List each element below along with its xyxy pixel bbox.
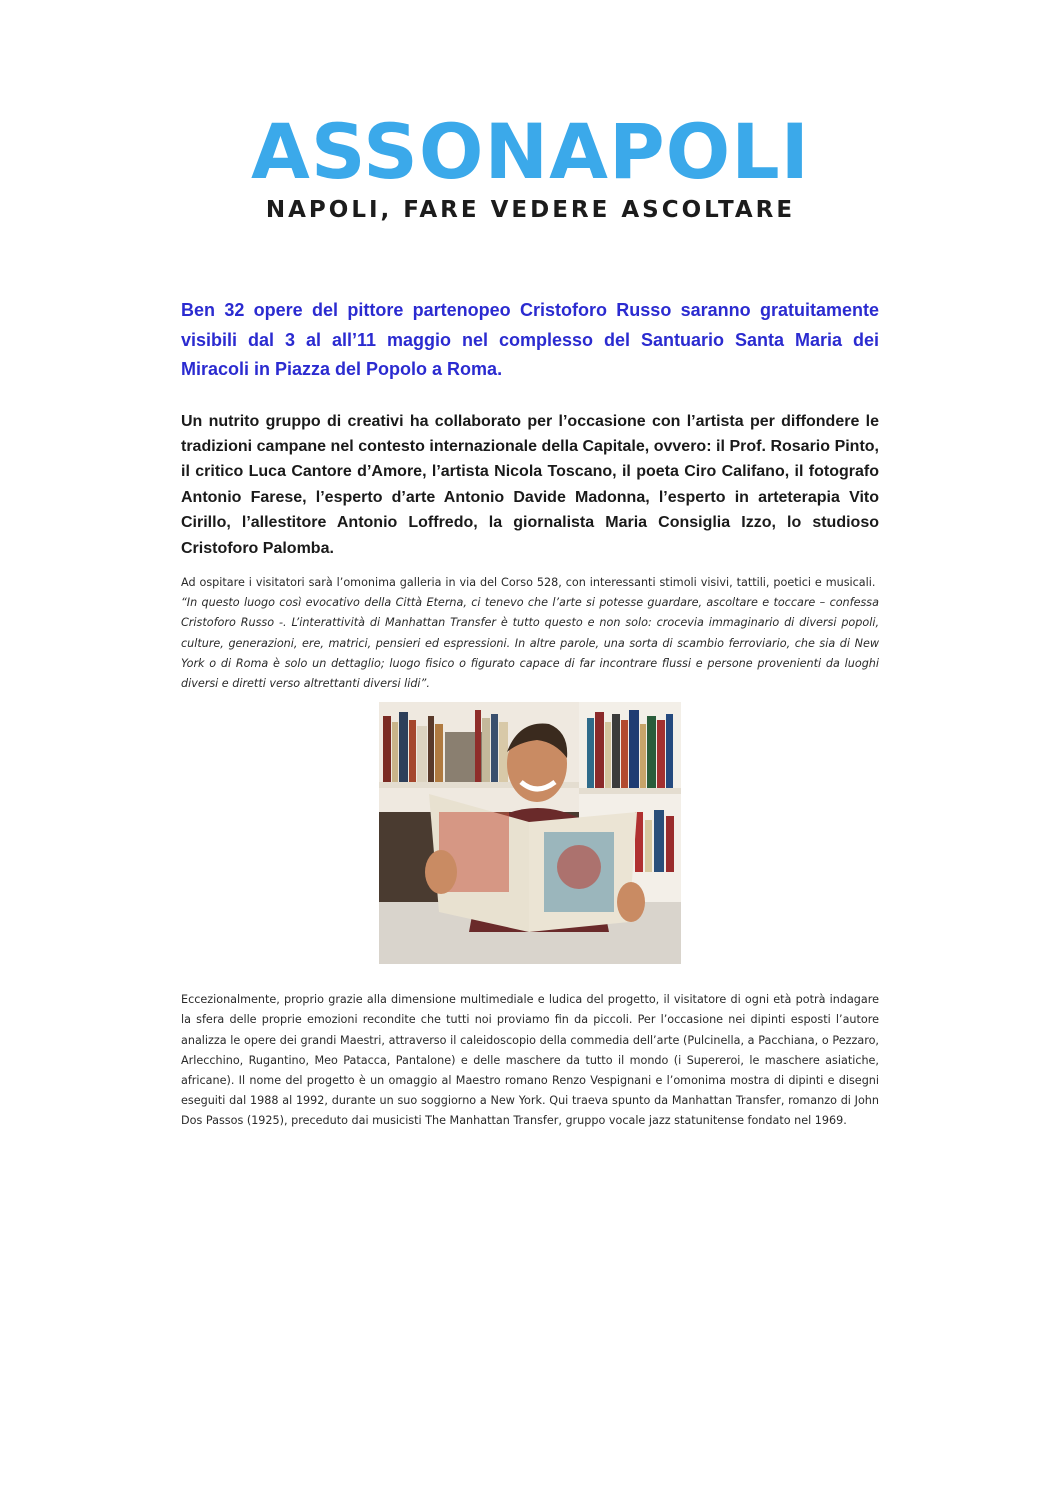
article-intro: Un nutrito gruppo di creativi ha collaborato per l’occasione con l’artista per diffondere le tradizioni campane nel contesto internazionale della Capitale, ovvero: il Prof. Rosario Pinto, il critico Luca Cantore d’Amore, l’artista Nicola Toscano, il poeta Ciro Califano, il fotografo Antonio Farese, l’esperto d’arte Antonio Davide Madonna, l’esperto in arteterapia Vito Cirillo, l’allestitore Antonio Loffredo, la giornalista Maria Consiglia Izzo, lo studioso Cristoforo Palomba. [181,412,879,557]
logo-tagline: NAPOLI, FARE VEDERE ASCOLTARE [265,197,796,223]
masthead [0,107,1061,224]
paragraph-text: Ad ospitare i visitatori sarà l’omonima galleria in via del Corso 528, con interessanti stimoli visivi, tattili, poetici e musicali. [181,575,876,589]
logo-title: ASSONAPOLI [251,107,810,196]
article-paragraph-project: Eccezionalmente, proprio grazie alla dimensione multimediale e ludica del progetto, il visitatore di ogni età potrà indagare la sfera delle proprie emozioni recondite che tutti noi proviamo fin da piccoli. Per l’occasione nei dipinti esposti l’autore analizza le opere dei grandi Maestri, attraverso il caleidoscopio della commedia dell’arte (Pulcinella, a Pacchiana, o Pezzaro, Arlecchino, Rugantino, Meo Patacca, Pantalone) e delle maschere da tutto il mondo (i Supereroi, le maschere asiatiche, africane). Il nome del progetto è un omaggio al Maestro romano Renzo Vespignani e l’omonima mostra di dipinti e disegni eseguiti dal 1988 al 1992, durante un suo soggiorno a New York. Qui traeva spunto da Manhattan Transfer, romanzo di John Dos Passos (1925), preceduto dai musicisti The Manhattan Transfer, gruppo vocale jazz statunitense fondato nel 1969. [181,993,879,1128]
artist-photo [379,702,681,964]
artist-quote: “In questo luogo così evocativo della Città Eterna, ci tenevo che l’arte si potesse guardare, ascoltare e toccare – confessa Cristoforo Russo -. L’interattività di Manhattan Transfer è tutto questo e non solo: crocevia immaginario di diversi popoli, culture, generazioni, ere, matrici, pensieri ed espressioni. In altre parole, una sorta di scambio ferroviario, che sia di New York o di Roma è solo un dettaglio; luogo fisico o figurato capace di far incontrare flussi e persone provenienti da luoghi diversi e diretti verso altrettanti diversi lidi”. [181,596,879,690]
article-body [181,296,879,1132]
article-lead: Ben 32 opere del pittore partenopeo Cristoforo Russo saranno gratuitamente visibili dal 3 al all’11 maggio nel complesso del Santuario Santa Maria dei Miracoli in Piazza del Popolo a Roma. [181,300,879,379]
article-paragraph-gallery [181,573,879,694]
